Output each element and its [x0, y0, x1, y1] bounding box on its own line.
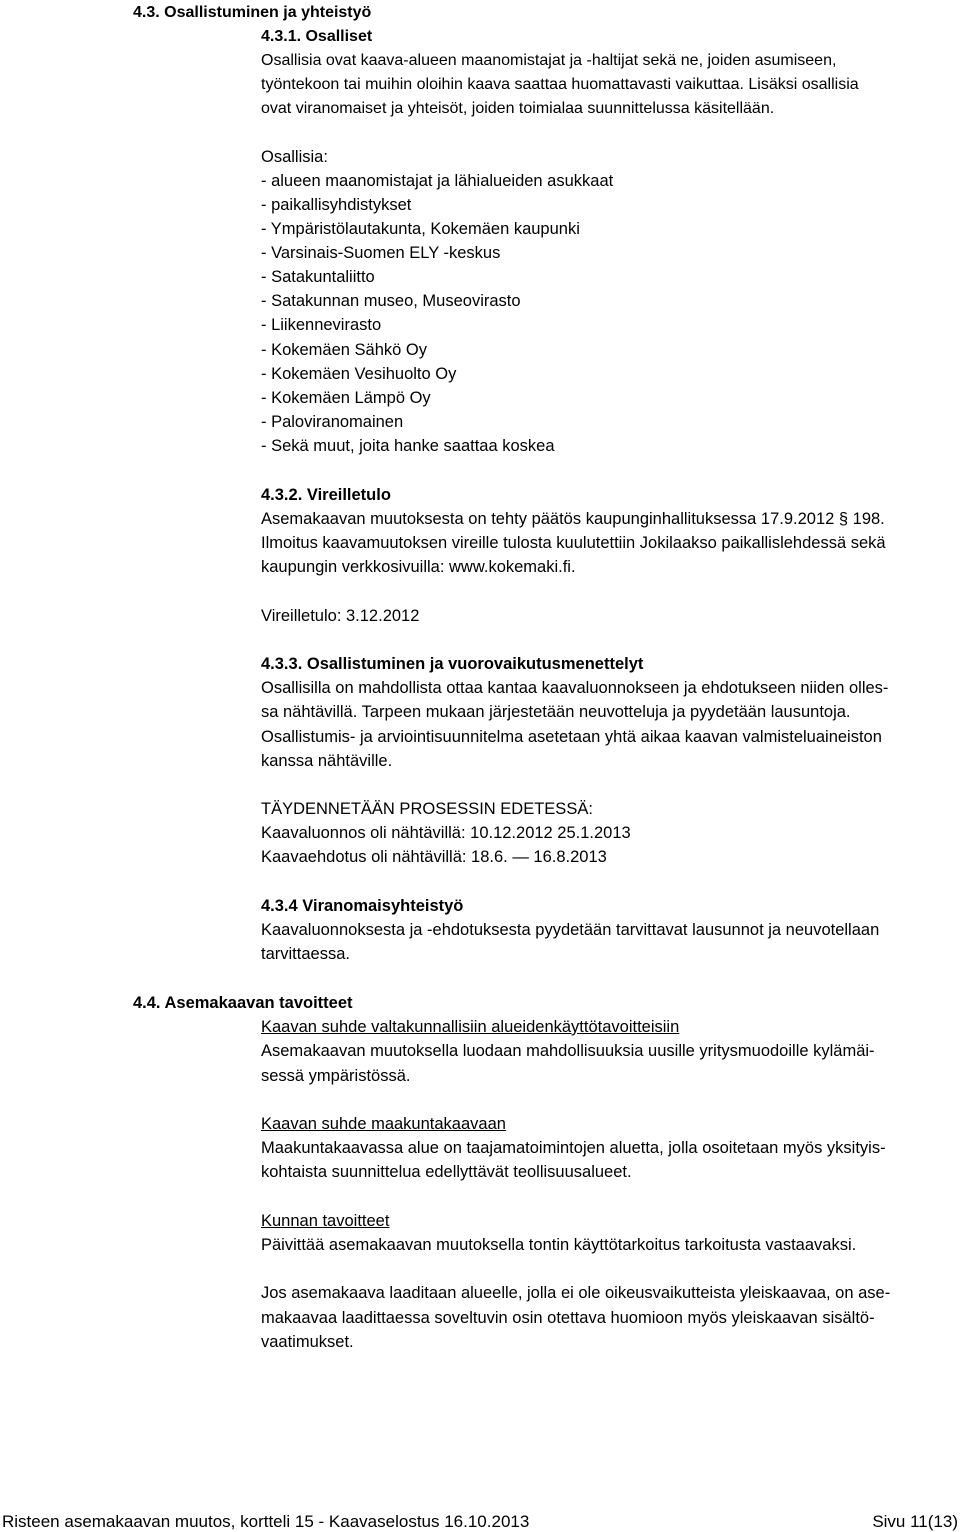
list-item: - paikallisyhdistykset [261, 196, 412, 214]
vireilletulo-line-1: Asemakaavan muutoksesta on tehty päätös kaupunginhallituksessa 17.9.2012 § 198. [261, 510, 885, 528]
osallisia-title: Osallisia: [261, 148, 328, 166]
list-item: - Kokemäen Lämpö Oy [261, 389, 431, 407]
list-item: - Varsinais-Suomen ELY -keskus [261, 244, 501, 262]
process-line: Kaavaluonnos oli nähtävillä: 10.12.2012 25.1.2013 [261, 824, 631, 842]
footer-page-number: Sivu 11(13) [872, 1512, 958, 1531]
list-item: - Sekä muut, joita hanke saattaa koskea [261, 437, 555, 455]
footer-document-title: Risteen asemakaavan muutos, kortteli 15 - Kaavaselostus 16.10.2013 [2, 1512, 530, 1531]
osallistuminen-line-4: kanssa nähtäville. [261, 752, 393, 770]
maakunta-line-2: kohtaista suunnittelua edellyttävät teollisuusalueet. [261, 1163, 632, 1181]
subsection-heading-4-3-4: 4.3.4 Viranomaisyhteistyö [261, 897, 464, 915]
viranomais-line-2: tarvittaessa. [261, 945, 350, 963]
list-item: - Liikennevirasto [261, 316, 382, 334]
viranomais-line-1: Kaavaluonnoksesta ja -ehdotuksesta pyydetään tarvittavat lausunnot ja neuvotellaan [261, 921, 880, 939]
osallistuminen-line-1: Osallisilla on mahdollista ottaa kantaa kaavaluonnokseen ja ehdotukseen niiden olles- [261, 679, 889, 697]
list-item: - Paloviranomainen [261, 413, 404, 431]
subsection-heading-4-3-3: 4.3.3. Osallistuminen ja vuorovaikutusmenettelyt [261, 655, 644, 673]
kunta-line: Päivittää asemakaavan muutoksella tontin käyttötarkoitus tarkoitusta vastaavaksi. [261, 1236, 857, 1254]
vireilletulo-line-3: kaupungin verkkosivuilla: www.kokemaki.fi. [261, 558, 576, 576]
osallistuminen-line-2: sa nähtävillä. Tarpeen mukaan järjestetään neuvotteluja ja pyydetään lausuntoja. [261, 703, 851, 721]
subsection-heading-4-3-1: 4.3.1. Osalliset [261, 28, 373, 45]
section-heading-4-4: 4.4. Asemakaavan tavoitteet [133, 994, 353, 1012]
subsection-heading-4-3-2: 4.3.2. Vireilletulo [261, 486, 391, 504]
yleiskaava-line-1: Jos asemakaava laaditaan alueelle, jolla ei ole oikeusvaikutteista yleiskaavaa, on ase- [261, 1284, 891, 1302]
kunta-title: Kunnan tavoitteet [261, 1212, 390, 1230]
vireilletulo-date: Vireilletulo: 3.12.2012 [261, 607, 420, 625]
intro-line-2: työntekoon tai muihin oloihin kaava saattaa huomattavasti vaikuttaa. Lisäksi osallisia [261, 76, 859, 93]
process-title: TÄYDENNETÄÄN PROSESSIN EDETESSÄ: [261, 800, 593, 818]
yleiskaava-line-3: vaatimukset. [261, 1333, 354, 1351]
intro-line-3: ovat viranomaiset ja yhteisöt, joiden toimialaa suunnittelussa käsitellään. [261, 100, 775, 117]
valtakunnalliset-line-1: Asemakaavan muutoksella luodaan mahdollisuuksia uusille yritysmuodoille kylämäi- [261, 1042, 875, 1060]
list-item: - Kokemäen Sähkö Oy [261, 341, 427, 359]
maakunta-title: Kaavan suhde maakuntakaavaan [261, 1115, 506, 1133]
process-line: Kaavaehdotus oli nähtävillä: 18.6. — 16.8.2013 [261, 848, 607, 866]
intro-line-1: Osallisia ovat kaava-alueen maanomistajat ja -haltijat sekä ne, joiden asumiseen, [261, 52, 837, 69]
maakunta-line-1: Maakuntakaavassa alue on taajamatoimintojen aluetta, jolla osoitetaan myös yksityis- [261, 1139, 886, 1157]
valtakunnalliset-line-2: sessä ympäristössä. [261, 1067, 411, 1085]
list-item: - Satakunnan museo, Museovirasto [261, 292, 521, 310]
osallistuminen-line-3: Osallistumis- ja arviointisuunnitelma asetetaan yhtä aikaa kaavan valmisteluaineiston [261, 728, 882, 746]
list-item: - Ympäristölautakunta, Kokemäen kaupunki [261, 220, 580, 238]
list-item: - Kokemäen Vesihuolto Oy [261, 365, 457, 383]
list-item: - Satakuntaliitto [261, 268, 375, 286]
valtakunnalliset-title: Kaavan suhde valtakunnallisiin alueidenkäyttötavoitteisiin [261, 1018, 680, 1036]
list-item: - alueen maanomistajat ja lähialueiden asukkaat [261, 172, 614, 190]
section-heading-4-3: 4.3. Osallistuminen ja yhteistyö [133, 4, 372, 21]
vireilletulo-line-2: Ilmoitus kaavamuutoksen vireille tulosta kuulutettiin Jokilaakso paikallislehdessä sekä [261, 534, 886, 552]
yleiskaava-line-2: makaavaa laadittaessa soveltuvin osin otettava huomioon myös yleiskaavan sisältö- [261, 1309, 875, 1327]
